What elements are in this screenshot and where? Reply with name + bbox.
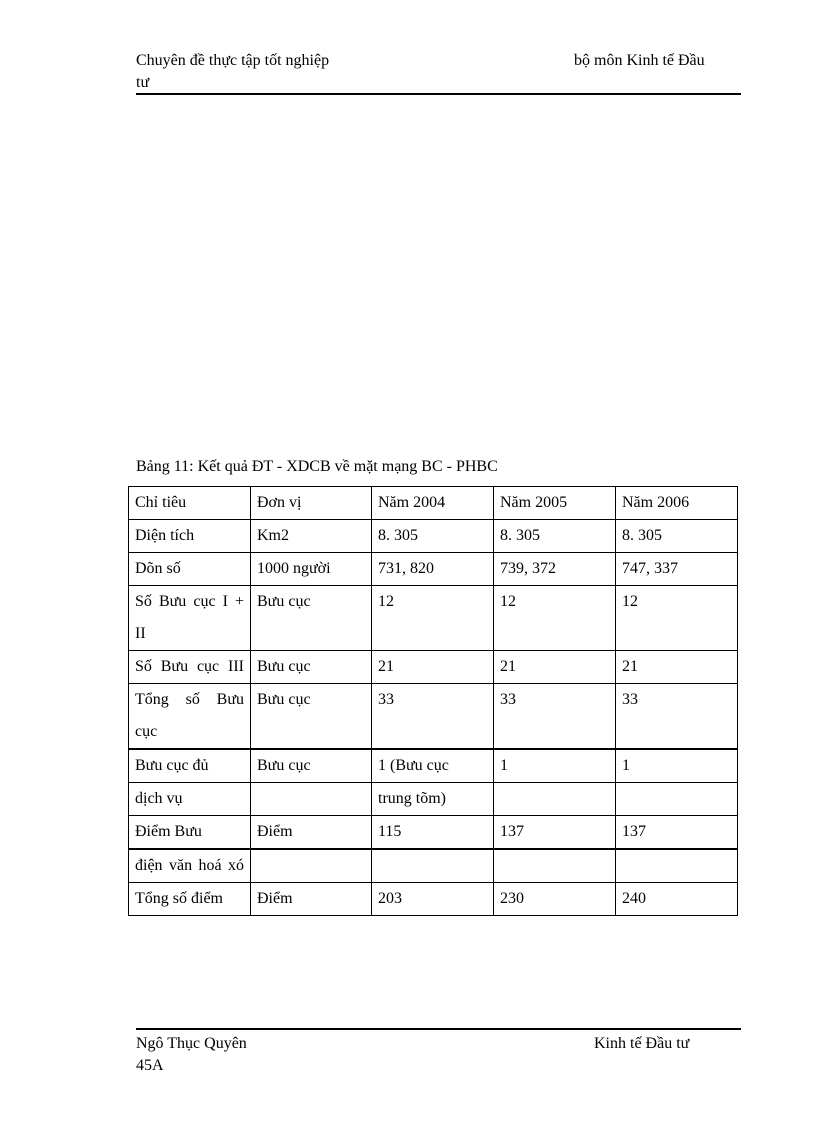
table-cell: Điểm Bưu [129, 816, 251, 850]
table-cell: Điểm [251, 883, 372, 916]
table-row [129, 749, 738, 783]
table-row [129, 684, 738, 750]
table-cell: 747, 337 [616, 553, 738, 586]
table-cell [616, 849, 738, 883]
table-row [129, 816, 738, 850]
table-row [129, 883, 738, 916]
table-cell: 12 [372, 586, 494, 651]
table-cell: Điểm [251, 816, 372, 850]
table-header-cell: Đơn vị [251, 487, 372, 520]
table-cell: Bưu cục [251, 586, 372, 651]
table-cell: Dõn số [129, 553, 251, 586]
table-cell: 230 [494, 883, 616, 916]
table-cell: Bưu cục [251, 651, 372, 684]
table-header-cell: Chỉ tiêu [129, 487, 251, 520]
table-row [129, 586, 738, 651]
table-cell-text: điện văn hoá xó [135, 857, 244, 874]
table-header-cell: Năm 2006 [616, 487, 738, 520]
table-cell: 12 [494, 586, 616, 651]
table-cell [129, 586, 251, 651]
table-cell-text: Số Bưu cục I + II [135, 593, 244, 642]
header-left-line1: Chuyên đề thực tập tốt nghiệp [136, 52, 330, 69]
table-cell: 33 [616, 684, 738, 750]
table-cell: 21 [616, 651, 738, 684]
table-cell: 8. 305 [494, 520, 616, 553]
results-table [128, 486, 738, 916]
footer-left-line2: 45A [136, 1057, 164, 1074]
table-cell [494, 849, 616, 883]
table-row [129, 520, 738, 553]
table-cell: 33 [494, 684, 616, 750]
table-cell: trung tõm) [372, 783, 494, 816]
table-cell: 1000 người [251, 553, 372, 586]
table-header-cell: Năm 2004 [372, 487, 494, 520]
table-cell [129, 684, 251, 750]
table-cell [129, 651, 251, 684]
header-right: bộ môn Kinh tế Đầu [574, 52, 705, 69]
table-cell: 1 [616, 749, 738, 783]
table-cell: 21 [372, 651, 494, 684]
table-row [129, 651, 738, 684]
table-cell: Bưu cục [251, 749, 372, 783]
table-row [129, 783, 738, 816]
table-cell: 137 [616, 816, 738, 850]
table-cell: 8. 305 [616, 520, 738, 553]
table-cell: Bưu cục đủ [129, 749, 251, 783]
table-cell: 1 [494, 749, 616, 783]
footer-right: Kinh tế Đầu tư [594, 1035, 690, 1052]
table-cell: Diện tích [129, 520, 251, 553]
table-cell: 731, 820 [372, 553, 494, 586]
table-cell: 1 (Bưu cục [372, 749, 494, 783]
table-cell [372, 849, 494, 883]
table-cell [251, 783, 372, 816]
table-cell: 240 [616, 883, 738, 916]
table-cell: dịch vụ [129, 783, 251, 816]
table-cell: 137 [494, 816, 616, 850]
table-cell [251, 849, 372, 883]
table-cell: 203 [372, 883, 494, 916]
table-cell [616, 783, 738, 816]
table-cell: 739, 372 [494, 553, 616, 586]
table-cell [494, 783, 616, 816]
table-row [129, 849, 738, 883]
table-header-cell: Năm 2005 [494, 487, 616, 520]
table-row [129, 553, 738, 586]
table-cell: Km2 [251, 520, 372, 553]
footer-left-line1: Ngô Thục Quyên [136, 1035, 247, 1052]
header-left [136, 50, 329, 94]
table-cell: 21 [494, 651, 616, 684]
table-cell: 115 [372, 816, 494, 850]
table-cell-text: Số Bưu cục III [135, 658, 244, 675]
footer-rule [136, 1028, 741, 1030]
table-cell-text: Tổng số Bưu cục [135, 691, 244, 740]
table-cell: 8. 305 [372, 520, 494, 553]
table-cell: Bưu cục [251, 684, 372, 750]
table-cell: 12 [616, 586, 738, 651]
table-header-row [129, 487, 738, 520]
table-cell: 33 [372, 684, 494, 750]
header-left-line2: tư [136, 74, 150, 91]
table-caption: Bảng 11: Kết quả ĐT - XDCB về mặt mạng BC - PHBC [136, 458, 498, 475]
table-cell [129, 849, 251, 883]
table-cell: Tổng số điểm [129, 883, 251, 916]
footer-left [136, 1033, 247, 1077]
header-rule [136, 93, 741, 95]
